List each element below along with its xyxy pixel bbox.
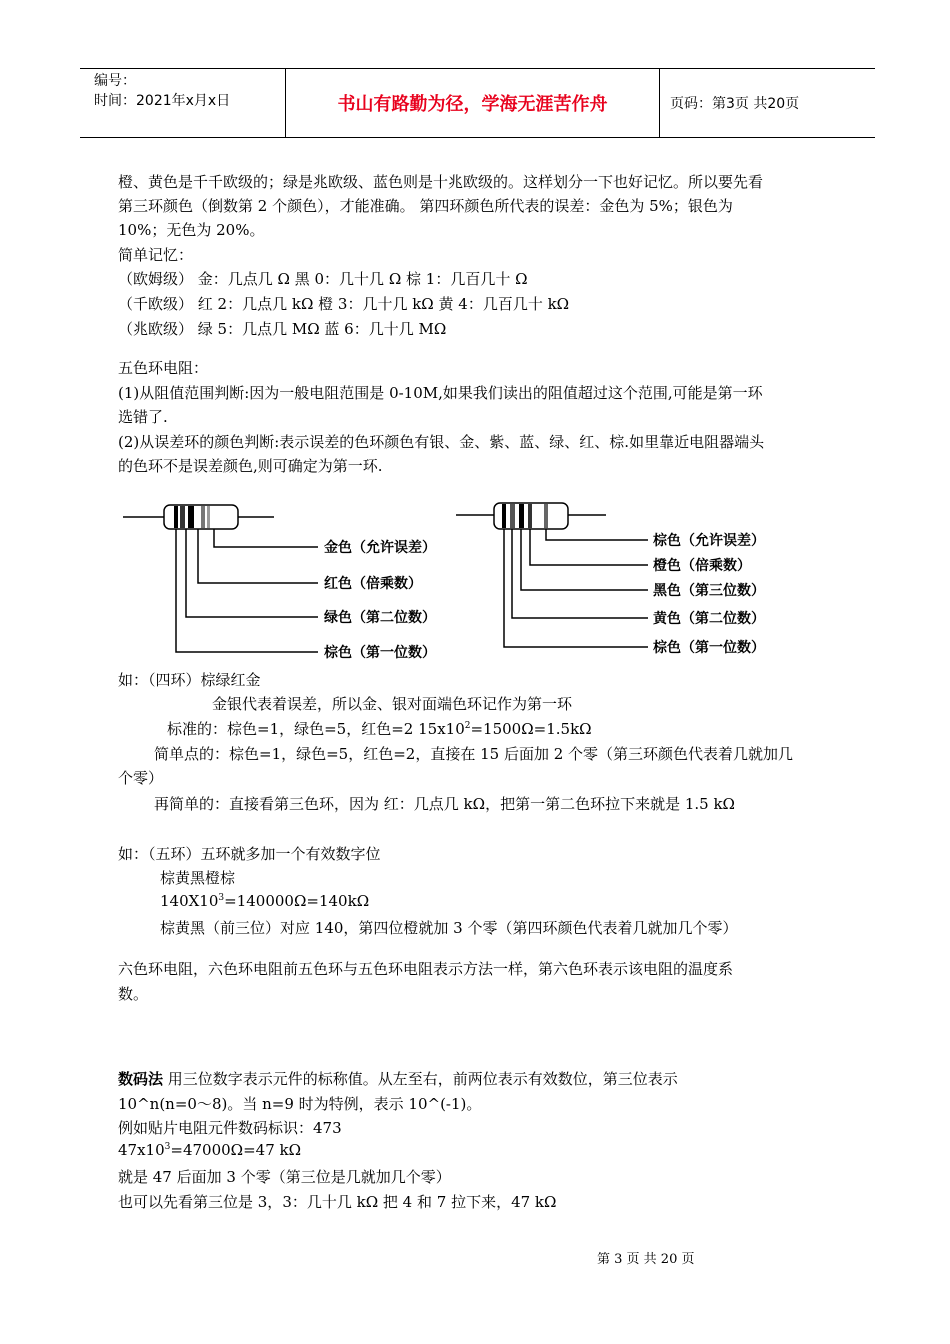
text-line: 如：（五环）五环就多加一个有效数字位 xyxy=(118,845,381,863)
right-label-orange: 橙色（倍乘数） xyxy=(653,558,751,574)
text-line: 再简单的：直接看第三色环，因为 红：几点几 kΩ，把第一第二色环拉下来就是 1.5 kΩ xyxy=(154,795,735,813)
number-label: 编号： xyxy=(94,73,136,89)
header-page-label: 页码：第3页 共20页 xyxy=(670,96,800,112)
superscript: 3 xyxy=(164,1142,171,1152)
text-line: 六色环电阻，六色环电阻前五色环与五色环电阻表示方法一样，第六色环表示该电阻的温度系 xyxy=(118,960,734,978)
right-label-black: 黑色（第三位数） xyxy=(653,583,765,599)
resistor-five-band xyxy=(456,503,648,647)
text-line: 的色环不是误差颜色,则可确定为第一环. xyxy=(118,457,383,475)
text-line: (1)从阻值范围判断:因为一般电阻范围是 0-10M,如果我们读出的阻值超过这个范围,可能是第一环 xyxy=(118,384,763,402)
text-line: 棕黄黑（前三位）对应 140，第四位橙就加 3 个零（第四环颜色代表着几就加几个零） xyxy=(160,919,738,937)
text-line: 金银代表着误差，所以金、银对面端色环记作为第一环 xyxy=(212,695,573,713)
text-line xyxy=(118,1068,678,1089)
header-motto: 书山有路勤为径，学海无涯苦作舟 xyxy=(286,69,660,137)
text-line xyxy=(118,1141,301,1159)
header-info-cell xyxy=(80,69,286,137)
left-label-red: 红色（倍乘数） xyxy=(324,576,422,592)
text-line: 也可以先看第三位是 3，3：几十几 kΩ 把 4 和 7 拉下来，47 kΩ xyxy=(118,1193,557,1211)
text-segment: =47000Ω=47 kΩ xyxy=(170,1141,302,1159)
text-line: 第三环颜色（倒数第 2 个颜色），才能准确。 第四环颜色所代表的误差：金色为 5%；银色为 xyxy=(118,197,733,215)
text-line: 棕黄黑橙棕 xyxy=(160,869,236,887)
right-label-yellow: 黄色（第二位数） xyxy=(653,611,765,627)
text-line: 简单点的：棕色=1，绿色=5，红色=2，直接在 15 后面加 2 个零（第三环颜色代表着几就加几 xyxy=(154,745,794,763)
right-label-brown-tolerance: 棕色（允许误差） xyxy=(653,533,765,549)
superscript: 3 xyxy=(218,893,225,903)
left-label-green: 绿色（第二位数） xyxy=(324,610,436,626)
section-title: 数码法 xyxy=(118,1070,164,1088)
text-segment: 140X10 xyxy=(160,892,219,910)
page-header xyxy=(80,68,875,138)
text-line: 五色环电阻： xyxy=(118,359,209,377)
text-line xyxy=(160,892,369,910)
text-line: 数。 xyxy=(118,985,149,1003)
text-line: （兆欧级） 绿 5：几点几 MΩ 蓝 6：几十几 MΩ xyxy=(118,320,447,338)
resistor-diagram xyxy=(118,495,798,670)
text-line: 简单记忆： xyxy=(118,246,194,264)
page-footer: 第 3 页 共 20 页 xyxy=(597,1252,695,1267)
text-segment: =140000Ω=140kΩ xyxy=(224,892,370,910)
text-line: 个零） xyxy=(118,769,164,787)
text-line: 就是 47 后面加 3 个零（第三位是几就加几个零） xyxy=(118,1168,451,1186)
text-segment: 47x10 xyxy=(118,1141,165,1159)
left-label-brown: 棕色（第一位数） xyxy=(324,645,436,661)
text-line: (2)从误差环的颜色判断:表示误差的色环颜色有银、金、紫、蓝、绿、红、棕.如里靠近电阻器端头 xyxy=(118,433,765,451)
text-line: 例如贴片电阻元件数码标识：473 xyxy=(118,1119,342,1137)
resistor-four-band xyxy=(123,505,318,652)
text-segment: 用三位数字表示元件的标称值。从左至右，前两位表示有效数位，第三位表示 xyxy=(163,1070,678,1088)
text-line: （千欧级） 红 2：几点几 kΩ 橙 3：几十几 kΩ 黄 4：几百几十 kΩ xyxy=(118,295,570,313)
time-label: 时间：2021年x月x日 xyxy=(94,93,231,109)
text-line: 选错了. xyxy=(118,408,168,426)
text-line: 10^n(n=0～8)。当 n=9 时为特例，表示 10^(-1)。 xyxy=(118,1095,482,1113)
text-segment: 标准的：棕色=1，绿色=5，红色=2 15x10 xyxy=(167,720,465,738)
superscript: 2 xyxy=(464,721,471,731)
text-segment: =1500Ω=1.5kΩ xyxy=(470,720,592,738)
text-line: 橙、黄色是千千欧级的；绿是兆欧级、蓝色则是十兆欧级的。这样划分一下也好记忆。所以要先看 xyxy=(118,173,764,191)
text-line: 10%；无色为 20%。 xyxy=(118,221,265,239)
left-label-gold: 金色（允许误差） xyxy=(324,540,436,556)
text-line xyxy=(167,718,592,739)
right-label-brown-first: 棕色（第一位数） xyxy=(653,640,765,656)
text-line: 如：（四环）棕绿红金 xyxy=(118,671,261,689)
text-line: （欧姆级） 金：几点几 Ω 黑 0：几十几 Ω 棕 1：几百几十 Ω xyxy=(118,270,528,288)
